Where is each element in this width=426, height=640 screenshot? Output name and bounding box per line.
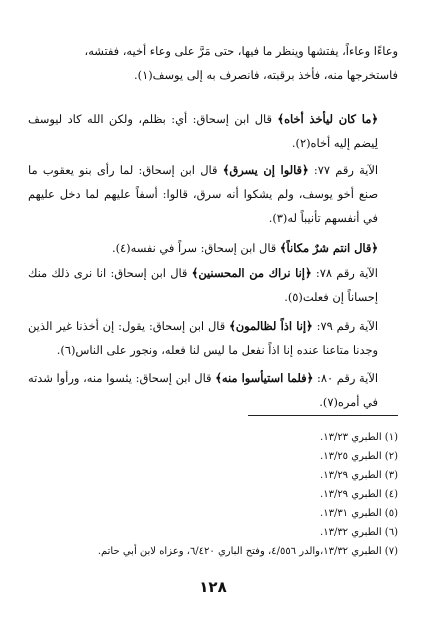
footnote: (٦) الطبري ١٣/٣٢. [320,527,398,538]
paragraph-verse-78 [28,261,398,309]
quran-quote: ﴿إنا اذاً لظالمون﴾ [229,319,313,334]
commentary-text: قال ابن إسحاق: لما رأى بنو يعقوب ما صنع أخو يوسف، ولم يشكوا أنه سرق، قالوا: أسفاً عليهم لما دخل عليهم في أنفسهم تأنيباً له(٣). [28,163,378,226]
footnote: (٧) الطبري ١٣/٣٢،والدر ٤/٥٥٦، وفتح الباري ٦/٤٢٠، وعزاه لابن أبي حاتم. [97,546,398,557]
commentary-text: قال ابن إسحاق: يقول: إن أخذنا غير الذين وجدنا متاعنا عنده إنا اذاً نفعل ما ليس لنا فعله، ونجور على الناس(٦). [28,319,378,358]
paragraph-commentary [28,236,398,260]
footnote: (٤) الطبري ١٣/٢٩. [320,489,398,500]
verse-number-label: الآية رقم ٧٨: [311,266,378,281]
footnote: (٥) الطبري ١٣/٣١. [320,508,398,519]
paragraph-verse-79 [28,314,398,362]
footnote-divider [248,415,398,416]
commentary-text: قال ابن إسحاق: يئسوا منه، ورأوا شدته في أمره(٧). [28,371,378,410]
paragraph-continuation [28,39,398,87]
paragraph-line: وعاءًا وعاءاً، يفتشها وينظر ما فيها، حتى مَرَّ على وعاء أخيه، ففتشه، [84,44,398,59]
quran-quote: ﴿ما كان ليأخذ أخاه﴾ [277,112,378,127]
paragraph-verse-80 [28,366,398,414]
paragraph-verse-77 [28,158,398,230]
footnote: (١) الطبري ١٣/٢٣. [320,432,398,443]
verse-number-label: الآية رقم ٨٠: [313,371,378,386]
paragraph-commentary [28,107,398,155]
paragraph-line: فاستخرجها منه، فأخذ برقبته، فانصرف به إلى يوسف(١). [134,68,398,83]
footnote: (٢) الطبري ١٣/٢٥. [320,451,398,462]
quran-quote: ﴿قالوا إن يسرق﴾ [222,163,309,178]
verse-number-label: الآية رقم ٧٩: [312,319,378,334]
verse-number-label: الآية رقم ٧٧: [308,163,379,178]
commentary-text: قال ابن إسحاق: سراً في نفسه(٤). [111,241,280,256]
commentary-text: قال ابن إسحاق: أي: بظلم، ولكن الله كاد ليوسف لِيضم إليه أخاه(٢). [28,112,378,151]
quran-quote: ﴿قال انتم شرٌ مكاناً﴾ [279,241,378,256]
footnote: (٣) الطبري ١٣/٢٩. [320,470,398,481]
commentary-text: قال ابن إسحاق: انا نرى ذلك منك إحساناً إن فعلت(٥). [28,266,378,305]
quran-quote: ﴿فلما استيأسوا منه﴾ [215,371,314,386]
page-number: ١٢٨ [199,578,227,596]
footnotes-list [28,428,398,561]
quran-quote: ﴿إنا نراك من المحسنين﴾ [191,266,312,281]
